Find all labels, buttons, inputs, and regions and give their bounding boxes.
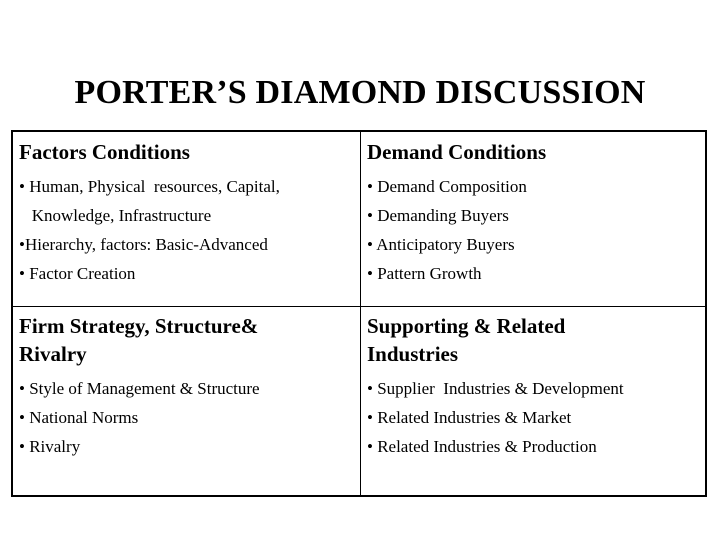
list-item: • Style of Management & Structure: [19, 379, 260, 398]
demand-conditions-list: [367, 172, 703, 288]
list-item: • Demanding Buyers: [367, 206, 509, 225]
list-item: •Hierarchy, factors: Basic-Advanced: [19, 235, 268, 254]
list-item: • Rivalry: [19, 437, 81, 456]
list-item: • Pattern Growth: [367, 264, 482, 283]
list-item: • Related Industries & Market: [367, 408, 572, 427]
list-item: • Human, Physical resources, Capital,: [19, 177, 280, 196]
factors-conditions-cell: [19, 138, 354, 288]
list-item: • Anticipatory Buyers: [367, 235, 515, 254]
firm-strategy-list: [19, 374, 354, 461]
horizontal-divider: [13, 306, 705, 307]
factors-conditions-list: [19, 172, 354, 288]
supporting-industries-title-line2: Industries: [367, 342, 459, 366]
slide-title: PORTER’S DIAMOND DISCUSSION: [74, 74, 646, 111]
diamond-table: [11, 130, 707, 497]
list-item: • Demand Composition: [367, 177, 527, 196]
demand-conditions-title: Demand Conditions: [367, 140, 547, 164]
supporting-industries-list: [367, 374, 703, 461]
supporting-industries-title-line1: Supporting & Related: [367, 314, 566, 338]
supporting-industries-title: [367, 312, 703, 368]
list-item: • Supplier Industries & Development: [367, 379, 624, 398]
list-item: Knowledge, Infrastructure: [19, 206, 212, 225]
firm-strategy-title-line2: Rivalry: [19, 342, 87, 366]
list-item: • National Norms: [19, 408, 139, 427]
vertical-divider: [360, 132, 361, 495]
supporting-industries-cell: [367, 312, 703, 461]
list-item: • Factor Creation: [19, 264, 136, 283]
firm-strategy-title: [19, 312, 354, 368]
firm-strategy-title-line1: Firm Strategy, Structure&: [19, 314, 259, 338]
firm-strategy-cell: [19, 312, 354, 461]
demand-conditions-cell: [367, 138, 703, 288]
list-item: • Related Industries & Production: [367, 437, 597, 456]
factors-conditions-title: Factors Conditions: [19, 140, 190, 164]
